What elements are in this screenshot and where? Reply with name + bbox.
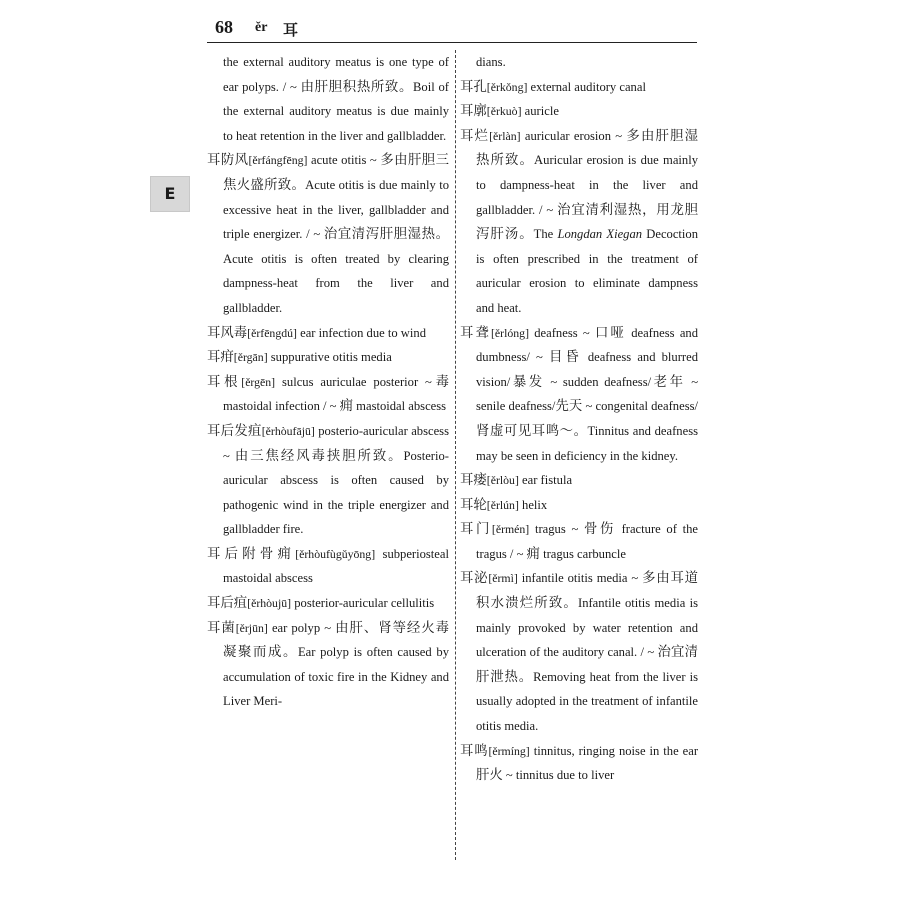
entry-continuation <box>460 50 698 75</box>
definition-text: Boil of the external auditory meatus is due mainly to heat retention in the liver and gallbladder. <box>223 79 450 143</box>
definition-text: sulcus auriculae posterior ~ <box>275 374 432 389</box>
page-header <box>207 16 697 43</box>
definition-text: Acute otitis is often treated by clearing dampness-heat from the liver and gallbladder. <box>223 251 449 315</box>
pinyin: [ěrhòufājū] <box>261 423 315 438</box>
definition-text: The <box>533 227 558 242</box>
definition-text: helix <box>518 497 548 512</box>
definition-text: Removing heat from the liver is usually adopted in the treatment of infantile otitis media. <box>476 669 698 734</box>
chinese-text: 治宜清肝泄热。 <box>476 644 699 684</box>
definition-text: Tinnitus and deafness may be seen in deficiency in the kidney. <box>476 423 698 463</box>
definition-text: infantile otitis media ~ <box>517 571 643 586</box>
chinese-text: 先天 <box>555 398 583 414</box>
pinyin: [ěrhòufùgǔyōng] <box>295 546 376 561</box>
pinyin: [ěrgān] <box>233 350 268 365</box>
headword: 耳后发疽 <box>207 422 262 438</box>
definition-text: auricular erosion ~ <box>520 128 627 143</box>
headword: 耳泌 <box>460 570 489 586</box>
dictionary-entry <box>207 148 449 320</box>
pinyin: [ěrlóng] <box>491 325 529 340</box>
chinese-text: 骨伤 <box>583 521 616 537</box>
definition-text: deafness and blurred vision/ <box>476 350 699 389</box>
headword: 耳防风 <box>207 152 249 168</box>
definition-text: posterior-auricular cellulitis <box>291 596 435 611</box>
pinyin: [ěrfēngdú] <box>247 325 297 340</box>
definition-text: posterio-auricular abscess ~ <box>223 423 449 463</box>
dictionary-entry <box>460 75 698 100</box>
dictionary-entry <box>207 591 449 616</box>
definition-text: Auricular erosion is due mainly to dampness-heat in the liver and gallbladder. / ~ <box>476 153 699 217</box>
definition-text: ~ sudden deafness/ <box>544 374 652 389</box>
headword: 耳孔 <box>460 78 487 94</box>
definition-text: suppurative otitis media <box>267 350 392 365</box>
definition-text: mastoidal abscess <box>353 399 447 414</box>
definition-text: ~ tinnitus due to liver <box>502 768 615 783</box>
dictionary-entry <box>460 321 698 469</box>
dictionary-entry <box>207 321 449 346</box>
dictionary-entry <box>460 517 698 566</box>
pinyin: [ěrgēn] <box>241 374 276 389</box>
chinese-text: 肝火 <box>476 767 503 783</box>
dictionary-entry <box>207 370 449 419</box>
chinese-text: 治宜清利湿热，用龙胆泻肝汤。 <box>476 201 699 242</box>
dictionary-entry <box>207 542 449 591</box>
definition-text: ~ senile deafness/ <box>476 374 699 414</box>
italic-text: Longdan Xiegan <box>557 227 643 242</box>
chinese-text: 老年 <box>651 373 686 389</box>
pinyin: [ěrkuò] <box>486 104 522 119</box>
section-tab-letter: E <box>164 184 176 203</box>
definition-text: dians. <box>476 55 506 69</box>
chinese-text: 由肝胆积热所致。 <box>300 78 414 94</box>
dictionary-entry <box>460 99 698 124</box>
chinese-text: 目昏 <box>548 349 582 365</box>
chinese-text: 肾虚可见耳鸣～。 <box>476 422 588 438</box>
headword: 耳疳 <box>207 349 234 365</box>
headword: 耳风毒 <box>207 324 248 340</box>
chinese-text: 多由肝胆三焦火盛所致。 <box>223 152 450 192</box>
dictionary-entry <box>207 419 449 542</box>
entry-continuation <box>207 50 449 148</box>
headword: 耳聋 <box>460 324 491 340</box>
definition-text: Acute otitis is due mainly to excessive heat in the liver, gallbladder and triple energizer. / ~ <box>223 177 449 242</box>
definition-text: fracture of the tragus / ~ <box>476 522 699 561</box>
dictionary-entry <box>460 124 698 321</box>
chinese-text: 痈 <box>526 545 540 561</box>
dictionary-entry <box>460 739 698 788</box>
headword: 耳轮 <box>460 496 487 512</box>
column-divider <box>455 50 456 860</box>
definition-text: tragus ~ <box>529 522 584 537</box>
dictionary-entry <box>460 493 698 518</box>
pinyin: [ěrkǒng] <box>486 79 528 94</box>
headword: 耳瘘 <box>460 472 487 488</box>
definition-text: Decoction is often prescribed in the treatment of auricular erosion to eliminate dampness and heat. <box>476 227 699 315</box>
definition-text: Infantile otitis media is mainly provoked by water retention and ulceration of the auditory canal. / ~ <box>476 596 699 660</box>
definition-text: deafness and dumbness/ ~ <box>476 325 699 365</box>
chinese-text: 治宜清泻肝胆湿热。 <box>323 226 449 242</box>
headword: 耳菌 <box>207 619 236 635</box>
pinyin: [ěrmíng] <box>488 743 530 758</box>
dictionary-entry <box>460 566 698 738</box>
dictionary-entry <box>207 345 449 370</box>
chinese-text: 暴发 <box>510 373 545 389</box>
pinyin: [ěrhòujū] <box>247 596 292 611</box>
pinyin: [ěrlòu] <box>486 473 519 488</box>
definition-text: subperiosteal mastoidal abscess <box>223 546 449 586</box>
definition-text: Ear polyp is often caused by accumulation of toxic fire in the Kidney and Liver Meri- <box>223 645 449 709</box>
headword: 耳门 <box>460 521 492 537</box>
pinyin: [ěrfángfēng] <box>248 153 308 168</box>
headword: 耳后疽 <box>207 595 248 611</box>
section-tab-e <box>150 176 190 212</box>
dictionary-entry <box>460 468 698 493</box>
header-pinyin: ěr <box>255 20 268 35</box>
header-char: 耳 <box>283 23 299 39</box>
definition-text: ear infection due to wind <box>296 325 426 340</box>
definition-text: ear fistula <box>518 473 573 488</box>
pinyin: [ěrlàn] <box>489 128 521 143</box>
definition-text: mastoidal infection / ~ <box>223 399 340 414</box>
definition-text: ~ congenital deafness/ <box>582 399 698 414</box>
chinese-text: 毒 <box>431 373 450 389</box>
definition-text: external auditory canal <box>527 79 646 94</box>
page-number: 68 <box>215 17 233 37</box>
definition-text: ear polyp ~ <box>267 620 336 635</box>
left-column <box>207 50 449 714</box>
dictionary-entry <box>207 616 449 714</box>
definition-text: tragus carbuncle <box>539 546 626 561</box>
right-column <box>460 50 698 788</box>
definition-text: the external auditory meatus is one type of ear polyps. / ~ <box>223 55 449 94</box>
chinese-text: 由三焦经风毒挟胆所致。 <box>234 447 404 463</box>
chinese-text: 多由耳道积水溃烂所致。 <box>476 570 699 611</box>
definition-text: auricle <box>521 104 559 119</box>
pinyin: [ěrlún] <box>486 497 519 512</box>
definition-text: acute otitis ~ <box>307 153 381 168</box>
headword: 耳后附骨痈 <box>207 545 296 561</box>
chinese-text: 多由肝胆湿热所致。 <box>476 127 699 168</box>
headword: 耳廓 <box>460 103 487 119</box>
chinese-text: 痈 <box>339 398 354 414</box>
definition-text: deafness ~ <box>529 325 595 340</box>
chinese-text: 由肝、肾等经火毒凝聚而成。 <box>223 619 450 660</box>
chinese-text: 口哑 <box>594 324 626 340</box>
definition-text: tinnitus, ringing noise in the ear <box>529 743 699 758</box>
headword: 耳鸣 <box>460 742 489 758</box>
pinyin: [ěrmì] <box>488 571 518 586</box>
pinyin: [ěrjūn] <box>235 620 268 635</box>
definition-text: Posterio-auricular abscess is often caused by pathogenic wind in the triple energizer and gallbladder fire. <box>223 448 449 537</box>
headword: 耳烂 <box>460 127 490 143</box>
pinyin: [ěrmén] <box>491 522 530 537</box>
headword: 耳根 <box>207 373 242 389</box>
